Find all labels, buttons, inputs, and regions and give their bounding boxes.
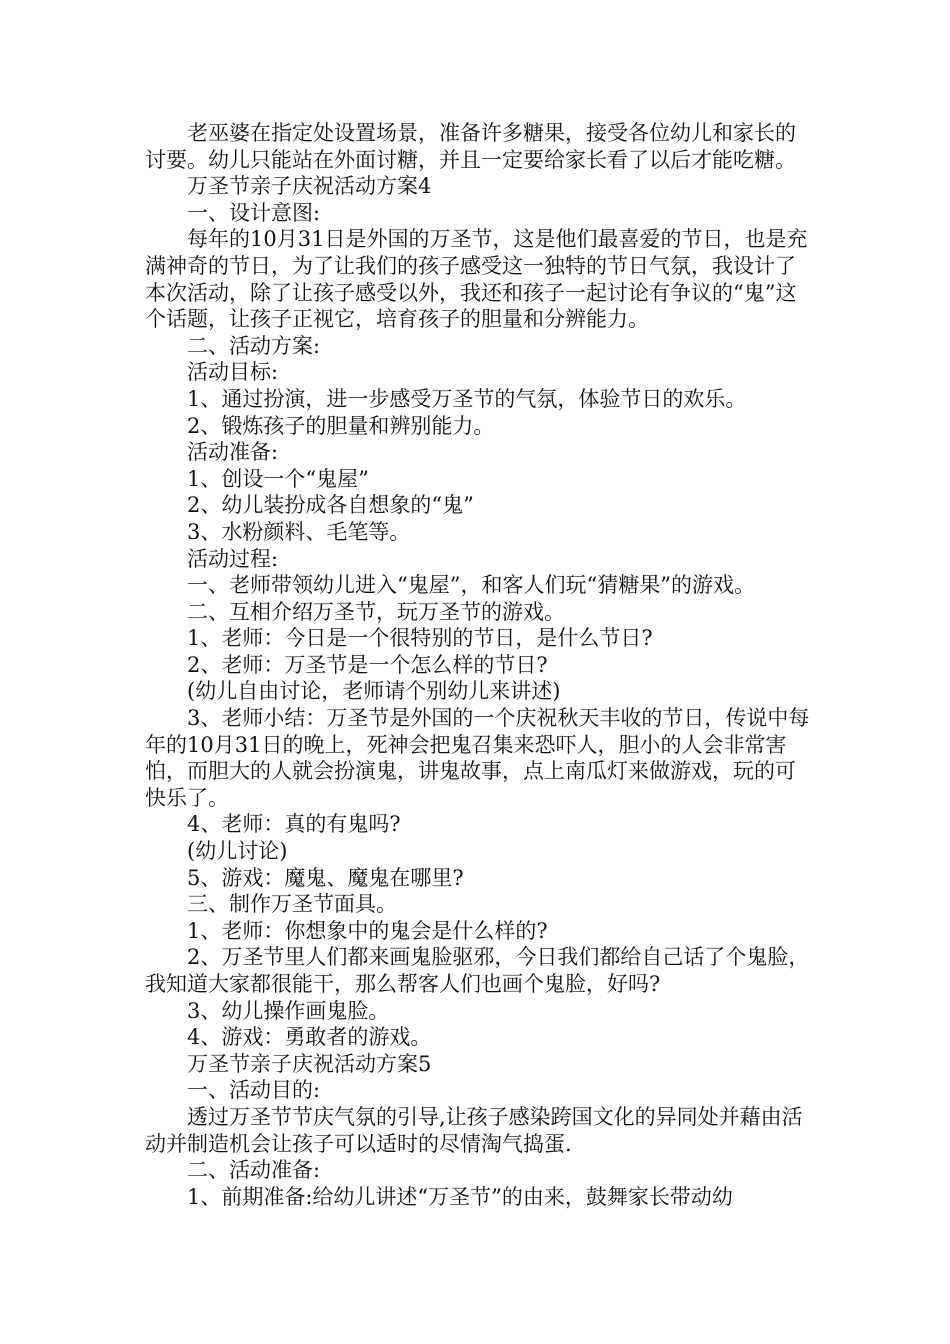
subheading: 活动准备:: [187, 440, 279, 465]
list-item: 1、通过扮演，进一步感受万圣节的气氛，体验节日的欢乐。: [187, 386, 747, 411]
subheading: 活动过程:: [187, 546, 279, 571]
list-item: 2、老师：万圣节是一个怎么样的节日?: [187, 652, 548, 677]
heading: 三、制作万圣节面具。: [187, 892, 397, 917]
paragraph: 老巫婆在指定处设置场景，准备许多糖果，接受各位幼儿和家长的讨要。幼儿只能站在外面讨糖，并且一定要给家长看了以后才能吃糖。: [145, 121, 796, 172]
list-item: 4、游戏：勇敢者的游戏。: [187, 1025, 432, 1050]
section-title: 万圣节亲子庆祝活动方案5: [187, 1051, 432, 1076]
list-item: 4、老师：真的有鬼吗?: [187, 812, 401, 837]
paragraph: 透过万圣节节庆气氛的引导,让孩子感染跨国文化的异同处并藉由活动并制造机会让孩子可以适时的尽情淘气捣蛋.: [145, 1104, 803, 1156]
paragraph: 3、老师小结：万圣节是外国的一个庆祝秋天丰收的节日，传说中每年的10月31日的晚上，死神会把鬼召集来恐吓人，胆小的人会非常害怕，而胆大的人就会扮演鬼，讲鬼故事，点上南瓜灯来做游戏，玩的可快乐了。: [145, 706, 810, 810]
heading: 一、活动目的:: [187, 1078, 321, 1103]
paragraph: 每年的10月31日是外国的万圣节，这是他们最喜爱的节日，也是充满神奇的节日，为了让我们的孩子感受这一独特的节日气氛，我设计了本次活动，除了让孩子感受以外，我还和孩子一起讨论有争议的“鬼”这个话题，让孩子正视它，培育孩子的胆量和分辨能力。: [145, 227, 808, 332]
subheading: 活动目标:: [187, 360, 279, 385]
heading: 一、设计意图:: [187, 200, 321, 225]
document-body: [145, 120, 810, 1210]
list-item: 3、幼儿操作画鬼脸。: [187, 998, 390, 1023]
paragraph: 二、互相介绍万圣节，玩万圣节的游戏。: [187, 599, 565, 624]
paragraph: 1、前期准备:给幼儿讲述“万圣节”的由来，鼓舞家长带动幼: [187, 1184, 733, 1209]
list-item: 3、水粉颜料、毛笔等。: [187, 519, 411, 544]
heading: 二、活动方案:: [187, 333, 321, 358]
list-item: 1、老师：你想象中的鬼会是什么样的?: [187, 918, 548, 943]
paragraph: (幼儿讨论): [187, 839, 288, 864]
section-title: 万圣节亲子庆祝活动方案4: [187, 174, 432, 199]
paragraph: 一、老师带领幼儿进入“鬼屋”，和客人们玩“猜糖果”的游戏。: [187, 573, 755, 598]
paragraph: 2、万圣节里人们都来画鬼脸驱邪，今日我们都给自己话了个鬼脸，我知道大家都很能干，那么帮客人们也画个鬼脸，好吗?: [145, 945, 810, 996]
list-item: 1、老师：今日是一个很特别的节日，是什么节日?: [187, 626, 653, 651]
list-item: 2、幼儿装扮成各自想象的“鬼”: [187, 493, 474, 518]
heading: 二、活动准备:: [187, 1158, 321, 1183]
list-item: 1、创设一个“鬼屋”: [187, 466, 369, 491]
list-item: 2、锻炼孩子的胆量和辨别能力。: [187, 413, 495, 438]
paragraph: (幼儿自由讨论，老师请个别幼儿来讲述): [187, 679, 561, 704]
list-item: 5、游戏：魔鬼、魔鬼在哪里?: [187, 865, 464, 890]
